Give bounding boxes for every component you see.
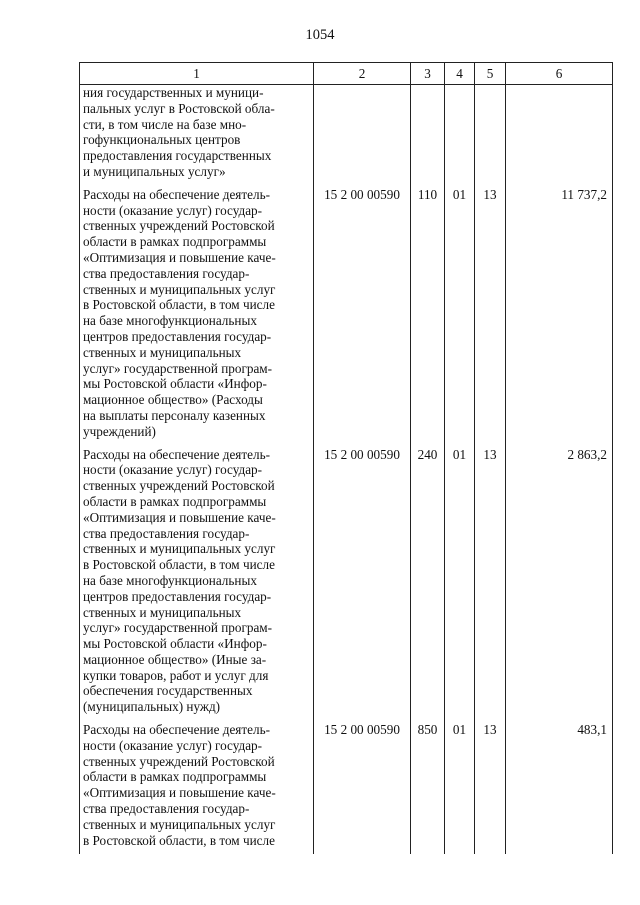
row-description: Расходы на обеспечение деятель- ности (оказание услуг) государ- ственных учреждений Ростовской области в рамках подпрограммы «Оптимизация и повышение каче- ства предоставления государ- ственных и муниципальных услуг в Ростовской области, в том числе bbox=[80, 721, 314, 854]
row-description: Расходы на обеспечение деятель- ности (оказание услуг) государ- ственных учреждений Ростовской области в рамках подпрограммы «Оптимизация и повышение каче- ства предоставления государ- ственных и муниципальных услуг в Ростовской области, в том числе на базе многофункциональных центров предоставления государ- ственных и муниципальных услуг» государственной програм- мы Ростовской области «Инфор- мационное общество» (Иные за- купки товаров, работ и услуг для обеспечения государственных (муниципальных) нужд) bbox=[80, 446, 314, 722]
row-target-article: 15 2 00 00590 bbox=[314, 721, 411, 854]
column-header-2: 2 bbox=[314, 63, 411, 85]
row-subsection bbox=[475, 85, 506, 186]
table-row bbox=[80, 446, 613, 722]
row-expense-type: 110 bbox=[411, 186, 445, 446]
column-header-3: 3 bbox=[411, 63, 445, 85]
column-header-1: 1 bbox=[80, 63, 314, 85]
row-amount bbox=[506, 85, 613, 186]
table-row bbox=[80, 721, 613, 854]
table-header-row bbox=[80, 63, 613, 85]
row-amount: 11 737,2 bbox=[506, 186, 613, 446]
row-section: 01 bbox=[445, 721, 475, 854]
row-section bbox=[445, 85, 475, 186]
row-description: Расходы на обеспечение деятель- ности (оказание услуг) государ- ственных учреждений Ростовской области в рамках подпрограммы «Оптимизация и повышение каче- ства предоставления государ- ственных и муниципальных услуг в Ростовской области, в том числе на базе многофункциональных центров предоставления государ- ственных и муниципальных услуг» государственной програм- мы Ростовской области «Инфор- мационное общество» (Расходы на выплаты персоналу казенных учреждений) bbox=[80, 186, 314, 446]
column-header-4: 4 bbox=[445, 63, 475, 85]
row-subsection: 13 bbox=[475, 721, 506, 854]
row-expense-type bbox=[411, 85, 445, 186]
row-subsection: 13 bbox=[475, 446, 506, 722]
row-description: ния государственных и муници- пальных услуг в Ростовской обла- сти, в том числе на базе мно- гофункциональных центров предоставления государственных и муниципальных услуг» bbox=[80, 85, 314, 186]
row-subsection: 13 bbox=[475, 186, 506, 446]
page-number: 1054 bbox=[305, 27, 335, 43]
row-amount: 2 863,2 bbox=[506, 446, 613, 722]
row-section: 01 bbox=[445, 186, 475, 446]
budget-table bbox=[79, 62, 613, 854]
row-target-article: 15 2 00 00590 bbox=[314, 186, 411, 446]
table-row bbox=[80, 85, 613, 186]
row-target-article: 15 2 00 00590 bbox=[314, 446, 411, 722]
row-amount: 483,1 bbox=[506, 721, 613, 854]
row-target-article bbox=[314, 85, 411, 186]
column-header-5: 5 bbox=[475, 63, 506, 85]
table-row bbox=[80, 186, 613, 446]
column-header-6: 6 bbox=[506, 63, 613, 85]
row-expense-type: 240 bbox=[411, 446, 445, 722]
row-expense-type: 850 bbox=[411, 721, 445, 854]
row-section: 01 bbox=[445, 446, 475, 722]
